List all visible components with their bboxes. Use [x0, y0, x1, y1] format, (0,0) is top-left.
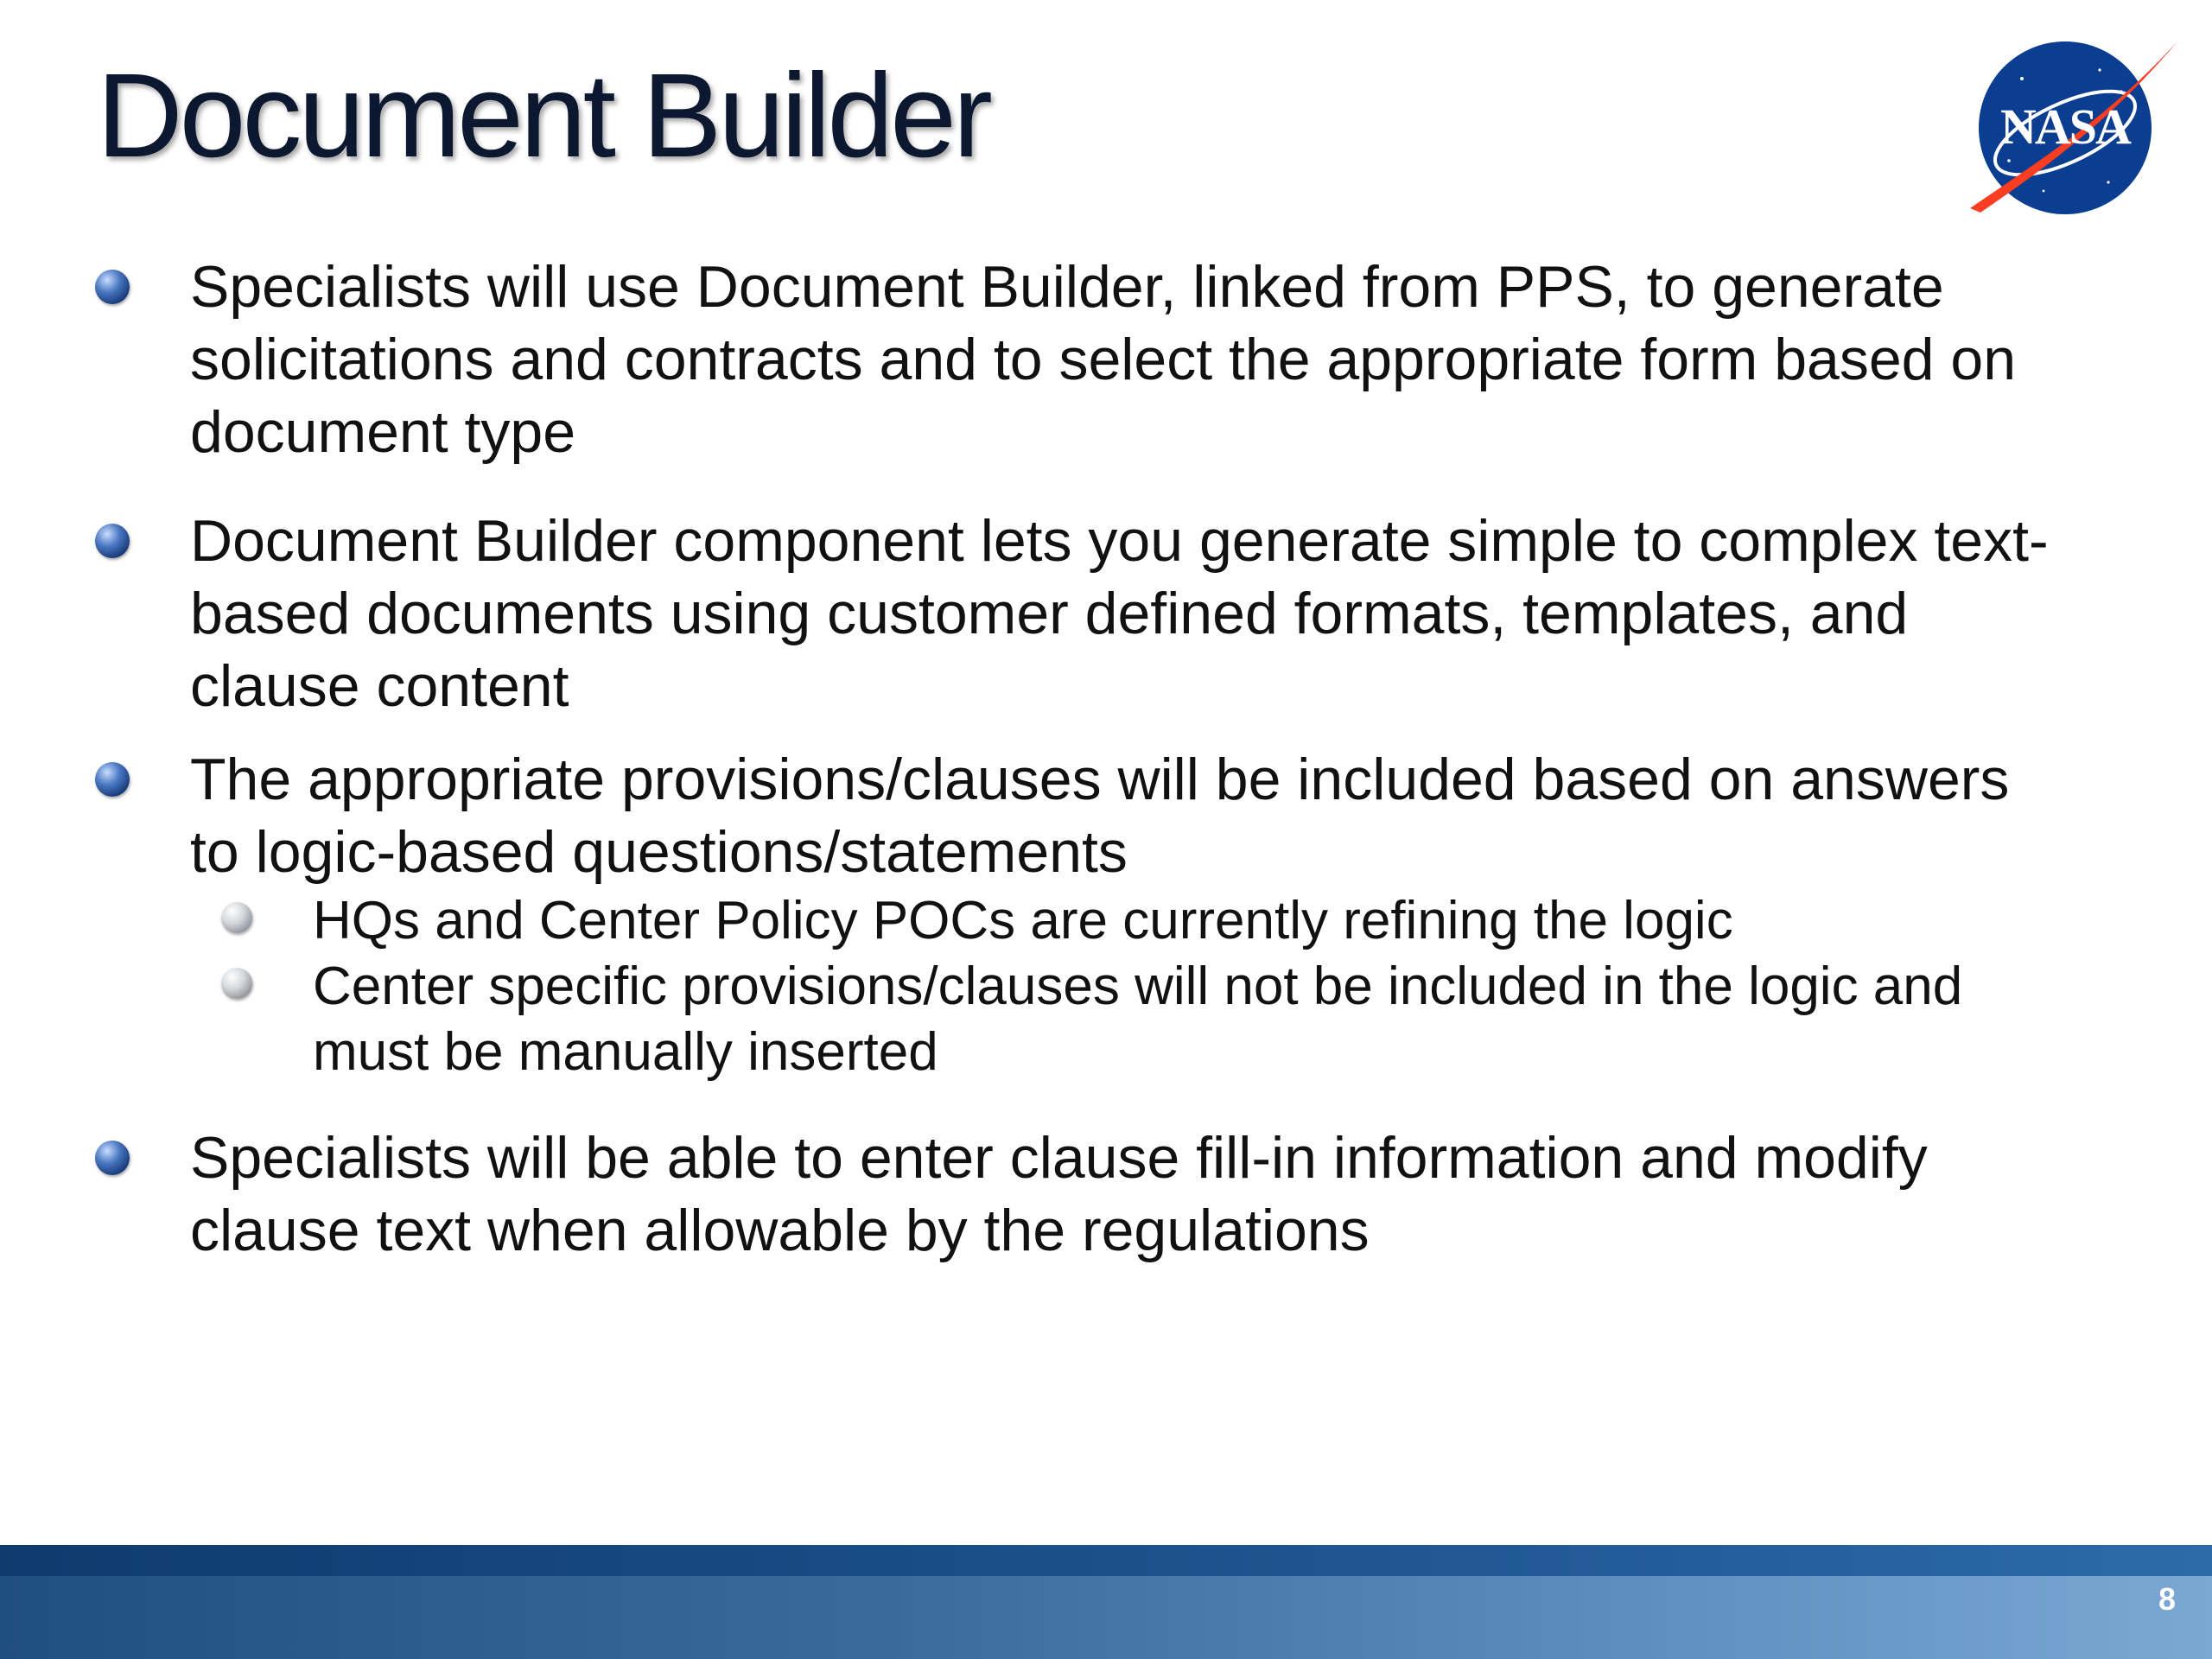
bullet-item [86, 505, 2074, 722]
slide-title: Document Builder [97, 49, 989, 182]
sub-bullet-item [86, 954, 2074, 1085]
sub-bullet-text: Center specific provisions/clauses will not be included in the logic and must be manually inserted [313, 957, 1963, 1082]
sub-bullet-icon [221, 968, 252, 999]
bullet-text: Document Builder component lets you generate simple to complex text-based documents using customer defined formats, templates, and clause content [190, 508, 2049, 719]
bullet-text: The appropriate provisions/clauses will be included based on answers to logic-based questions/statements [190, 747, 2010, 885]
bullet-text: Specialists will be able to enter clause fill-in information and modify clause text when allowable by the regulations [190, 1125, 1928, 1263]
bullet-icon [95, 1141, 130, 1175]
sub-bullet-item [86, 888, 2074, 954]
bullet-item [86, 251, 2074, 468]
bullet-icon [95, 762, 130, 797]
bullet-list [86, 251, 2074, 1267]
bullet-item [86, 743, 2074, 888]
footer-bar [0, 1545, 2212, 1659]
bullet-icon [95, 524, 130, 558]
sub-bullet-text: HQs and Center Policy POCs are currently refining the logic [313, 891, 1733, 950]
nasa-logo [1961, 31, 2186, 221]
page-number: 8 [2158, 1581, 2176, 1617]
bullet-item [86, 1122, 2074, 1267]
sub-bullet-icon [221, 902, 252, 933]
svg-text:NASA: NASA [2000, 99, 2130, 155]
bullet-icon [95, 270, 130, 304]
bullet-text: Specialists will use Document Builder, linked from PPS, to generate solicitations and contracts and to select the appropriate form based on document type [190, 254, 2017, 465]
